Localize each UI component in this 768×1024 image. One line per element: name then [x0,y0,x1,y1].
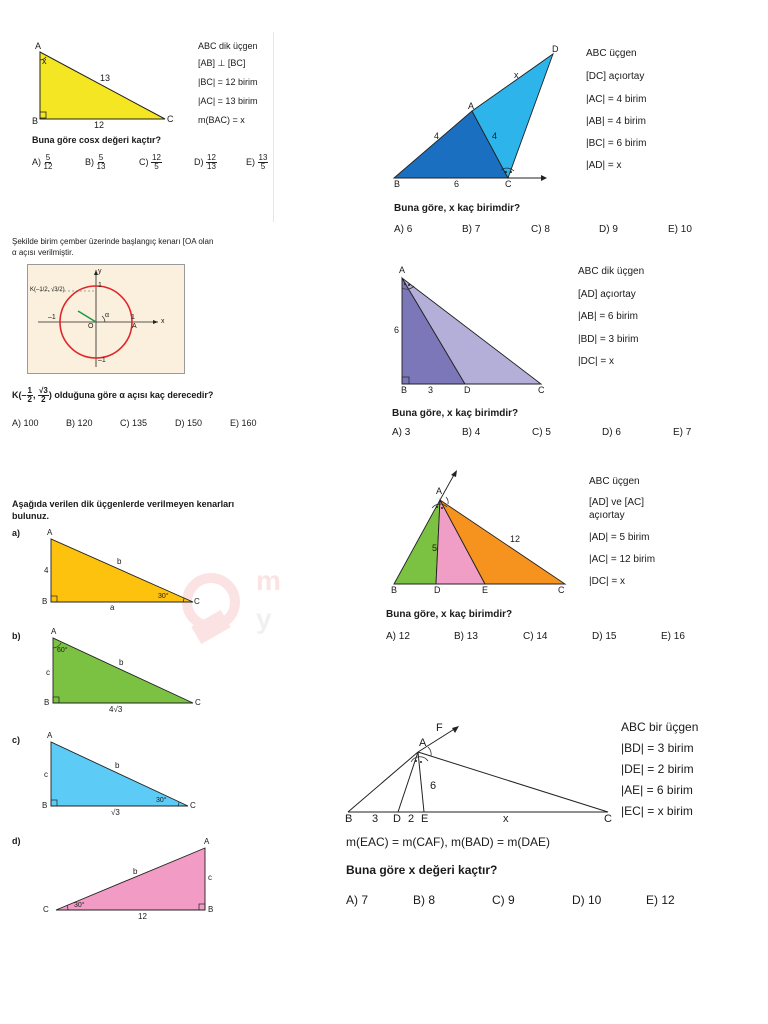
q2-axis-x: x [161,318,165,325]
q6-given-5: |DC| = x [589,576,626,587]
q2-label-alpha: α [105,312,110,319]
q3a-side-ac: b [117,557,122,566]
q6-choice-a[interactable]: A) 12 [386,631,410,642]
q4-question: Buna göre, x kaç birimdir? [394,203,521,214]
q1-choice-d[interactable] [194,154,217,171]
q1-choice-b[interactable] [85,154,105,171]
q5-choice-a[interactable]: A) 3 [392,427,411,438]
q3b-label-b: B [44,698,50,707]
q4-given-5: |AD| = x [586,160,622,171]
q5-label-b: B [401,385,408,395]
q1-given-2: |BC| = 12 birim [198,77,258,87]
q6-choice-e[interactable]: E) 16 [661,631,685,642]
q3c-label-c: C [190,801,196,810]
q5-side-bd: 3 [428,385,434,395]
q3d-label-b: B [208,905,214,914]
q3a-side-bc: a [110,603,115,612]
q6-given-0: ABC üçgen [589,476,640,487]
q5-given-1: [AD] açıortay [578,289,636,300]
q7-label-d: D [393,813,401,825]
q2-question-num-1: 1 [27,386,32,395]
q7-label-c: C [604,813,612,825]
q3b-side-ab: c [46,668,50,677]
q1-choice-e-den: 5 [260,162,266,171]
q3c-side-ac: b [115,761,120,770]
q3c-tag: c) [12,735,21,745]
q7-label-e: E [421,813,429,825]
question-3-card [8,492,290,937]
q5-label-c: C [538,385,545,395]
q7-choice-c[interactable]: C) 9 [492,893,515,907]
q3c-side-ab: c [44,770,48,779]
q3a-label-a: A [47,528,53,537]
q6-label-c: C [558,585,565,595]
q1-choice-a-letter: A) [32,156,41,167]
q3-title-line-1: Aşağıda verilen dik üçgenlerde verilmeyen kenarları [12,499,235,509]
q1-given-0: ABC dik üçgen [198,41,258,51]
q4-given-4: |BC| = 6 birim [586,138,647,149]
q4-side-bc: 6 [454,179,460,189]
q6-side-ac: 12 [510,534,521,544]
q2-choice-a[interactable]: A) 100 [12,418,39,428]
q7-condition: m(EAC) = m(CAF), m(BAD) = m(DAE) [346,835,550,849]
q1-choice-a-den: 12 [43,162,53,171]
q3d-side-ab: c [208,873,212,882]
q1-choice-b-letter: B) [85,156,94,167]
q3d-tag: d) [12,836,21,846]
q7-given-0: ABC bir üçgen [621,720,699,734]
q3a-side-ab: 4 [44,566,49,575]
q3a-label-b: B [42,597,48,606]
q5-given-2: |AB| = 6 birim [578,311,638,322]
q5-label-d: D [464,385,471,395]
q1-given-3: |AC| = 13 birim [198,96,258,106]
q2-question-k: K [12,389,19,400]
q5-choice-e[interactable]: E) 7 [673,427,692,438]
q5-side-ab: 6 [394,325,400,335]
question-4-card [384,40,709,240]
q5-choice-d[interactable]: D) 6 [602,427,621,438]
q6-label-a: A [436,486,443,496]
q7-side-ec: x [503,813,509,825]
q3a-angle: 30° [158,593,169,600]
q1-choice-a-fraction [44,154,53,171]
q1-choice-e-num: 13 [258,153,268,162]
q5-choice-b[interactable]: B) 4 [462,427,481,438]
q7-question: Buna göre x değeri kaçtır? [346,863,498,877]
q5-given-4: |DC| = x [578,356,615,367]
q6-given-2: açıortay [589,510,625,521]
q6-given-4: |AC| = 12 birim [589,554,656,565]
question-2-card [8,232,270,437]
question-7-card [338,712,738,922]
q7-given-2: |DE| = 2 birim [621,762,694,776]
q2-question-frac-2 [38,387,49,404]
q1-choice-b-fraction [97,154,106,171]
q3c-label-a: A [47,731,53,740]
q2-question: K(– $\frac{1}{2}$ , $\frac{√3}{2}$ ) olduğuna göre α açısı kaç derecedir? [12,386,214,404]
q4-given-0: ABC üçgen [586,48,637,59]
q3b-label-a: A [51,627,57,636]
q3b-side-bc: 4√3 [109,705,123,714]
q1-choice-d-num: 12 [207,153,216,162]
q4-given-1: [DC] açıortay [586,71,645,82]
q3d-angle: 30° [74,902,85,909]
q3d-side-ac: b [133,867,138,876]
q1-choice-e-letter: E) [246,156,255,167]
q6-label-e: E [482,585,489,595]
q1-label-a: A [35,41,42,51]
q6-label-d: D [434,585,441,595]
q3c-angle: 30° [156,797,167,804]
q6-label-b: B [391,585,398,595]
q2-question-den-2: 2 [41,395,46,404]
q3-triangles-figure [8,492,290,937]
q2-question-frac-1 [27,387,33,404]
q1-side-bc: 12 [94,120,105,130]
q6-choice-c[interactable]: C) 14 [523,631,548,642]
q2-axis-y: y [98,268,102,275]
q7-choice-d[interactable]: D) 10 [572,893,602,907]
q3a-tag: a) [12,528,21,538]
q4-side-ac: 4 [492,131,498,141]
q1-choice-b-den: 13 [96,162,106,171]
q5-label-a: A [399,265,406,275]
q4-label-b: B [394,179,401,189]
q2-label-a: A [132,323,137,330]
q2-label-one-top: 1 [98,282,102,289]
q6-question: Buna göre, x kaç birimdir? [386,609,513,620]
q6-given-1: [AD] ve [AC] [589,497,645,508]
q1-choice-d-letter: D) [194,156,204,167]
q5-given-3: |BD| = 3 birim [578,334,639,345]
q4-label-x: x [514,70,519,80]
q1-label-b: B [32,116,39,126]
watermark-text-1: m [256,565,281,596]
q4-label-a: A [468,101,475,111]
question-6-card [380,470,710,650]
q7-label-f: F [436,722,443,734]
q1-given-4: m(BAC) = x [198,115,245,125]
q1-label-x: x [42,56,47,66]
q4-given-3: |AB| = 4 birim [586,116,646,127]
q4-given-2: |AC| = 4 birim [586,94,647,105]
q2-choice-c[interactable]: C) 135 [120,418,148,428]
question-5-card [384,260,709,445]
q2-choice-e[interactable]: E) 160 [230,418,257,428]
q4-label-c: C [505,179,512,189]
q3b-tag: b) [12,631,21,641]
q3c-side-bc: √3 [111,808,120,817]
q3d-side-bc: 12 [138,912,147,921]
q1-side-ac: 13 [100,73,111,83]
q7-given-3: |AE| = 6 birim [621,783,693,797]
q4-side-ab: 4 [434,131,440,141]
q2-question-den-1: 2 [27,395,32,404]
q2-choice-b[interactable]: B) 120 [66,418,93,428]
q3d-label-a: A [204,837,210,846]
q2-question-text: olduğuna göre α açısı kaç derecedir? [54,389,214,400]
q2-question-num-2: √3 [38,386,48,395]
q5-question: Buna göre, x kaç birimdir? [392,408,519,419]
q4-choice-e[interactable]: E) 10 [668,224,692,235]
q7-side-ae: 6 [430,780,437,792]
q6-given-3: |AD| = 5 birim [589,532,650,543]
q1-choice-c-fraction [151,154,162,171]
question-1-card [8,32,273,222]
q7-choice-a[interactable]: A) 7 [346,893,369,907]
q6-triangle-figure [380,470,710,650]
q2-label-o: O [88,323,94,330]
q1-choice-c-den: 5 [154,162,159,171]
q1-label-c: C [167,114,174,124]
q1-choice-d-den: 13 [207,162,216,171]
q4-choice-b[interactable]: B) 7 [462,224,481,235]
q2-intro-line-1: Şekilde birim çember üzerinde başlangıç kenarı [OA olan [12,237,214,246]
q5-given-0: ABC dik üçgen [578,266,645,277]
q1-choice-c-num: 12 [152,153,161,162]
q3b-side-ac: b [119,658,124,667]
q3a-label-c: C [194,597,200,606]
q6-choice-b[interactable]: B) 13 [454,631,478,642]
q7-choice-b[interactable]: B) 8 [413,893,436,907]
q1-question: Buna göre cosx değeri kaçtır? [32,135,162,145]
q4-choice-d[interactable]: D) 9 [599,224,618,235]
q3d-label-c: C [43,905,49,914]
q7-side-de: 2 [408,813,415,825]
q1-choices [32,154,272,180]
q1-choice-e-fraction [258,154,269,171]
q3-title-line-2: bulunuz. [12,511,49,521]
q3c-label-b: B [42,801,48,810]
q4-label-d: D [552,44,559,54]
q4-choice-a[interactable]: A) 6 [394,224,413,235]
q2-unit-circle-figure [8,232,270,437]
q7-given-4: |EC| = x birim [621,804,693,818]
q4-choice-c[interactable]: C) 8 [531,224,550,235]
q5-choice-c[interactable]: C) 5 [532,427,551,438]
q2-label-neg-one-bottom: –1 [98,357,106,364]
q1-choice-c-letter: C) [139,156,149,167]
q2-label-neg-one-left: –1 [48,314,56,321]
q1-choice-b-num: 5 [98,153,104,162]
q7-label-a: A [419,737,427,749]
q3b-label-c: C [195,698,201,707]
q2-intro-line-2: α açısı verilmiştir. [12,248,74,257]
q2-choice-d[interactable]: D) 150 [175,418,203,428]
q6-choice-d[interactable]: D) 15 [592,631,617,642]
q3b-angle: 60° [57,647,68,654]
q1-choice-d-fraction [206,154,217,171]
q2-label-k-point: K(–1/2, √3/2) [30,287,65,293]
q6-side-ad: 5 [432,543,438,553]
q1-choice-e[interactable] [246,154,268,171]
q2-label-one-right: 1 [131,314,135,321]
q1-choice-a[interactable] [32,154,52,171]
q7-label-b: B [345,813,353,825]
watermark-text-2: y [256,603,272,634]
q1-given-1: [AB] ⊥ [BC] [198,58,246,68]
q7-side-bd: 3 [372,813,379,825]
q7-choice-e[interactable]: E) 12 [646,893,675,907]
q1-choice-c[interactable] [139,154,162,171]
q1-choice-a-num: 5 [45,153,51,162]
q7-given-1: |BD| = 3 birim [621,741,694,755]
